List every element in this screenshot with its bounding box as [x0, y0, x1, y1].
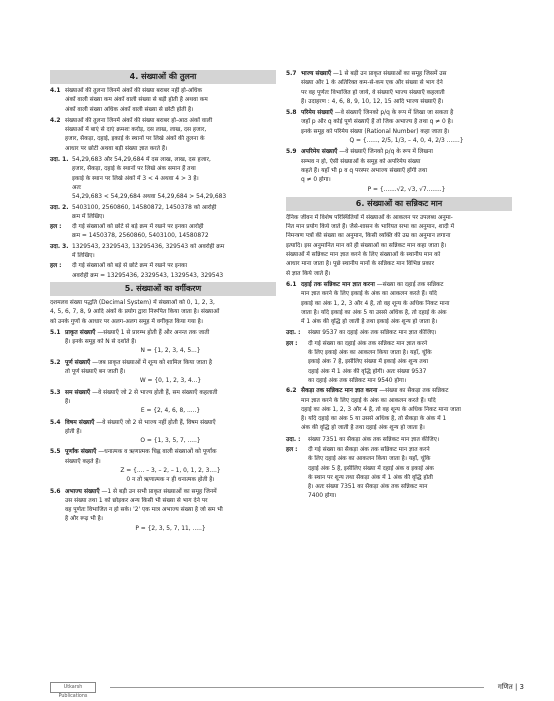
- text-line: संख्याएँ कहते हैं।: [65, 458, 101, 465]
- text-line: इकाई का अंक 1, 2, 3 और 4 है, तो वह शून्य के अधिक निकट माना: [301, 300, 450, 307]
- text-line: दैनिक जीवन में विशेष परिस्थितियों में संख्याओं के आकलन पर उपलब्ध अनुमा-: [286, 214, 453, 221]
- text-line: —वे संख्याएँ जो 2 से भाज्य होती हैं, सम संख्याएँ कहलाती: [92, 389, 218, 396]
- text-line: आधार पर छोटी अथवा बड़ी संख्या ज्ञात करते हैं।: [65, 145, 168, 152]
- solution-1: हल : दी गई संख्याओं को छोटे से बड़े क्रम में रखने पर इनका आरोही क्रम = 1450378, 2560860, 5403100, 14580872: [50, 223, 276, 242]
- text-line: है। अतः संख्या 7351 का सैकड़ा अंक तक सन्निकट मान: [308, 484, 428, 491]
- text-line: दी गई संख्या का सैकड़ा अंक तक सन्निकट मान ज्ञात करने: [308, 446, 430, 453]
- section-heading-classification: 5. संख्याओं का वर्गीकरण: [50, 282, 276, 296]
- text-line: हजार, सैकड़ा, दहाई, इकाई के स्थानों पर लिखे अंकों की तुलना के: [65, 136, 205, 143]
- example-3: उदा. 3. 1329543, 2329543, 13295436, 329543 को अवरोही क्रम में लिखिए।: [50, 243, 276, 262]
- solution-2: हल : दी गई संख्याओं को बड़े से छोटे क्रम में रखने पर इनका अवरोही क्रम = 13295436, 2329543, 1329543, 329543: [50, 262, 276, 281]
- text-line: आधार माना जाता है। पूछे स्थानीय मानों के सन्निकट मान विभिन्न प्रकार: [286, 261, 434, 268]
- text-line: दहाई अंक में 1 अंक की वृद्धि होगी। अतः संख्या 9537: [308, 368, 427, 375]
- text-line: के लिए इकाई अंक का आकलन किया जाता है। यहाँ, चूंकि: [308, 350, 432, 357]
- text-line: क्रम = 1450378, 2560860, 5403100, 14580872: [72, 233, 209, 240]
- odd-set: O = {1, 3, 5, 7, .....}: [140, 438, 201, 445]
- left-column: [50, 70, 276, 536]
- text-line: है और रूढ़ भी है।: [65, 516, 103, 523]
- text-line: अंक की वृद्धि हो जाती है तथा दहाई अंक शून्य हो जाता है।: [301, 425, 425, 432]
- text-line: संख्या 7351 का सैकड़ा अंक तक सन्निकट मान ज्ञात कीजिए।: [308, 436, 440, 443]
- solution-6-1: हल : दी गई संख्या का दहाई अंक तक सन्निकट मान ज्ञात करने के लिए इकाई अंक का आकलन किया जाता है। यहाँ, चूंकि इकाई अंक 7 है, इसीलिए संख्या में इकाई अंक शून्य तथा दहाई अंक में 1 अंक की वृद्धि होगी। अतः संख्या 9537 का दहाई अंक तक सन्निकट मान 9540 होगा।: [286, 340, 512, 386]
- text-line: 7400 होगा।: [308, 493, 337, 500]
- text-line: —जब प्राकृत संख्याओं में शून्य को शामिल किया जाता है: [92, 359, 213, 366]
- text-line: —धनात्मक व ऋणात्मक चिह्न वाली संख्याओं को पूर्णांक: [98, 449, 217, 456]
- page-footer: [50, 680, 524, 699]
- text-line: जाता है। यदि इकाई का अंक 5 या उससे अधिक है, तो दहाई के अंक: [301, 309, 447, 316]
- right-column: [286, 70, 512, 503]
- text-line: मान ज्ञात करने के लिए इकाई के अंक का आकलन करते हैं। यदि: [301, 291, 437, 298]
- approximation-intro: [286, 214, 512, 279]
- text-line: —वे संख्याएँ जिनको p/q के रूप में लिखना: [339, 149, 433, 156]
- text-line: —संख्या का सैकड़ा तक सन्निकट: [379, 388, 449, 395]
- text-line: संख्या 9537 का दहाई अंक तक सन्निकट मान ज्ञात कीजिए।: [308, 330, 437, 337]
- example-6-2: उदा. : संख्या 7351 का सैकड़ा अंक तक सन्निकट मान ज्ञात कीजिए।: [286, 436, 512, 445]
- text-line: जहाँ p और q कोई पूर्ण संख्याएँ हैं तो जिक अभाज्य है तथा q ≠ 0 है।: [301, 119, 454, 126]
- text-line: संख्याओं में सन्निकट मान ज्ञात करने के लिए संख्याओं के स्थानीय मान को: [286, 252, 441, 259]
- text-line: इनके समूह को परिमेय संख्या (Rational Number) कहा जाता है।: [301, 128, 450, 135]
- example-6-1: उदा. : संख्या 9537 का दहाई अंक तक सन्निकट मान ज्ञात कीजिए।: [286, 329, 512, 338]
- text-line: दहाई का अंक 1, 2, 3 और 4 है, तो वह शून्य के अधिक निकट माना जाता: [301, 406, 461, 413]
- point-4-2: 4.2 संख्याओं की तुलना जिनमें अंकों की संख्या बराबर हो-आठ अंकों वाली संख्याओं में बाएं से दाएं क्रमशः करोड़, दस लाख, लाख, दस हजार, हजार, सैकड़ा, दहाई, इकाई के स्थानों पर लिखे अंकों की तुलना के आधार पर छोटी अथवा बड़ी संख्या ज्ञात करते हैं।: [50, 117, 276, 154]
- text-line: 1329543, 2329543, 13295436, 329543 को अवरोही क्रम: [72, 243, 225, 250]
- text-line: दशमलव संख्या पद्धति (Decimal System) में संख्याओं को 0, 1, 2, 3,: [50, 299, 215, 306]
- point-5-4: 5.4 विषम संख्याएँ —वे संख्याएँ जो 2 से भाज्य नहीं होती हैं, विषम संख्याएँ होती हैं। O = {1, 3, 5, 7, .....}: [50, 419, 276, 447]
- text-line: 54,29,683 और 54,29,684 में दस लाख, लाख, दस हजार,: [72, 157, 211, 164]
- page-body: [50, 70, 524, 666]
- text-line: q ≠ 0 होगा।: [301, 177, 331, 184]
- text-line: अंकों वाली संख्या कम अंकों वाली संख्या से बड़ी होती है अथवा कम: [65, 97, 208, 104]
- point-5-5: 5.5 पूर्णांक संख्याएँ —धनात्मक व ऋणात्मक चिह्न वाली संख्याओं को पूर्णांक संख्याएँ कहते हैं। Z = {.... – 3, – 2, – 1, 0, 1, 2, 3....} 0 न तो ऋणात्मक न ही धनात्मक होती है।: [50, 448, 276, 485]
- text-line: मान ज्ञात करने के लिए दहाई के अंक का आकलन करते हैं। यदि: [301, 397, 436, 404]
- page-number: गणित | 3: [497, 683, 524, 691]
- whole-set: W = {0, 1, 2, 3, 4...}: [139, 378, 202, 385]
- even-set: E = {2, 4, 6, 8, .....}: [140, 408, 201, 415]
- text-line: होती हैं।: [65, 428, 82, 435]
- text-line: से ज्ञात किये जाते हैं।: [286, 270, 331, 277]
- text-line: में 1 अंक की वृद्धि हो जाती है तथा इकाई अंक शून्य हो जाता है।: [301, 319, 438, 326]
- text-line: हैं। उदाहरण : 4, 6, 8, 9, 10, 12, 15 आदि भाज्य संख्याएँ हैं।: [301, 98, 444, 105]
- publisher-logo: Utkarsh Publications: [50, 682, 96, 693]
- text-line: सम्भव न हो, ऐसी संख्याओं के समूह को अपरिमेय संख्या: [301, 158, 421, 165]
- text-line: इत्यादि। इस अनुमानित मान को ही संख्याओं का सन्निकट मान कहा जाता है।: [286, 242, 447, 249]
- point-6-1: 6.1 दहाई तक सन्निकट मान ज्ञात करना —संख्या का दहाई तक सन्निकट मान ज्ञात करने के लिए इकाई के अंक का आकलन करते हैं। यदि इकाई का अंक 1, 2, 3 और 4 है, तो वह शून्य के अधिक निकट माना जाता है। यदि इकाई का अंक 5 या उससे अधिक है, तो दहाई के अंक में 1 अंक की वृद्धि हो जाती है तथा इकाई अंक शून्य हो जाता है।: [286, 281, 512, 327]
- text-line: 5403100, 2560860, 14580872, 1450378 को आरोही: [72, 204, 217, 211]
- point-5-3: 5.3 सम संख्याएँ —वे संख्याएँ जो 2 से भाज्य होती हैं, सम संख्याएँ कहलाती हैं। E = {2, 4, 6, 8, .....}: [50, 389, 276, 417]
- text-line: निमन्त्रण पत्रों की संख्या का अनुमान, किसी व्यक्ति की उम्र का अनुमान लगाना: [286, 233, 451, 240]
- natural-set: N = {1, 2, 3, 4, 5...}: [140, 348, 201, 355]
- section-heading-comparison: 4. संख्याओं की तुलना: [50, 70, 276, 84]
- text-line: हैं। इनके समूह को N से दर्शाते हैं।: [65, 339, 137, 346]
- point-5-9: 5.9 अपरिमेय संख्याएँ —वे संख्याएँ जिनको p/q के रूप में लिखना सम्भव न हो, ऐसी संख्याओं के समूह को अपरिमेय संख्या कहते हैं। यहाँ भी p व q परस्पर अभाज्य संख्याएँ होंगी तथा q ≠ 0 होगा। P = {.......√2, √3, √7........}: [286, 148, 512, 194]
- text-line: संख्याओं की तुलना जिनमें अंकों की संख्या बराबर नहीं हो-अधिक: [65, 88, 203, 94]
- text-line: —1 से बड़ी उन प्राकृत संख्याओं का समूह जिसमें उस: [333, 71, 447, 77]
- text-line: नित मान प्रयोग किये जाते हैं। जैसे-शासन के भारियत सभा का अनुमान, शादी में: [286, 224, 455, 231]
- text-line: उस संख्या तथा 1 को छोड़कर अन्य किसी भी संख्या से भाग देने पर: [65, 497, 208, 504]
- solution-6-2: हल : दी गई संख्या का सैकड़ा अंक तक सन्निकट मान ज्ञात करने के लिए दहाई अंक का आकलन किया जाता है। यहाँ, चूंकि दहाई अंक 5 है, इसीलिए संख्या में दहाई अंक व इकाई अंक के स्थान पर शून्य तथा सैकड़ा अंक में 1 अंक की वृद्धि होती है। अतः संख्या 7351 का सैकड़ा अंक तक सन्निकट मान 7400 होगा।: [286, 446, 512, 502]
- text-line: दी गई संख्याओं को बड़े से छोटे क्रम में रखने पर इनका: [72, 263, 188, 270]
- text-line: कहते हैं। यहाँ भी p व q परस्पर अभाज्य संख्याएँ होंगी तथा: [301, 167, 427, 174]
- text-line: दी गई संख्या का दहाई अंक तक सन्निकट मान ज्ञात करने: [308, 340, 428, 347]
- text-line: 54,29,683 < 54,29,684 अथवा 54,29,684 > 54,29,683: [72, 194, 227, 201]
- text-line: पर वह पूर्णतः विभाजित हो जाये, वे संख्याएँ भाज्य संख्याएँ कहलाती: [301, 89, 445, 96]
- point-5-7: 5.7 भाज्य संख्याएँ —1 से बड़ी उन प्राकृत संख्याओं का समूह जिसमें उस संख्या और 1 के अतिरिक्त कम-से-कम एक और संख्या से भाग देने पर वह पूर्णतः विभाजित हो जाये, वे संख्याएँ भाज्य संख्याएँ कहलाती हैं। उदाहरण : 4, 6, 8, 9, 10, 12, 15 आदि भाज्य संख्याएँ हैं।: [286, 70, 512, 107]
- text-line: इकाई के स्थान पर लिखे अंकों में 3 < 4 अथवा 4 > 3 है।: [72, 175, 199, 182]
- text-line: हैं।: [65, 398, 71, 405]
- text-line: का दहाई अंक तक सन्निकट मान 9540 होगा।: [308, 377, 407, 384]
- classification-intro: [50, 299, 276, 327]
- text-line: संख्याओं में बाएं से दाएं क्रमशः करोड़, दस लाख, लाख, दस हजार,: [65, 127, 207, 134]
- text-line: में लिखिए।: [72, 253, 95, 260]
- text-line: —संख्या का दहाई तक सन्निकट: [376, 281, 444, 288]
- point-5-2: 5.2 पूर्ण संख्याएँ —जब प्राकृत संख्याओं में शून्य को शामिल किया जाता है तो पूर्ण संख्याएँ बन जाती हैं। W = {0, 1, 2, 3, 4...}: [50, 359, 276, 387]
- text-line: दहाई अंक 5 है, इसीलिए संख्या में दहाई अंक व इकाई अंक: [308, 465, 434, 472]
- text-line: —वे संख्याएँ जिनको p/q के रूप में लिखा जा सकता है: [334, 110, 454, 117]
- footer-rule: [110, 687, 484, 688]
- text-line: क्रम में लिखिए।: [72, 213, 105, 220]
- text-line: संख्या और 1 के अतिरिक्त कम-से-कम एक और संख्या से भाग देने: [301, 80, 443, 87]
- example-1: उदा. 1. 54,29,683 और 54,29,684 में दस लाख, लाख, दस हजार, हजार, सैकड़ा, दहाई के स्थानों पर लिखे अंक समान हैं तथा इकाई के स्थान पर लिखे अंकों में 3 < 4 अथवा 4 > 3 है। अतः 54,29,683 < 54,29,684 अथवा 54,29,684 > 54,29,683: [50, 156, 276, 202]
- prime-set: P = {2, 3, 5, 7, 11, .....}: [135, 525, 206, 532]
- point-5-1: 5.1 प्राकृत संख्याएँ —संख्याएँ 1 से प्रारम्भ होती हैं और अनन्त तक जाती हैं। इनके समूह को N से दर्शाते हैं। N = {1, 2, 3, 4, 5...}: [50, 329, 276, 357]
- text-line: को उनके गुणों के आधार पर अलग-अलग समूह में वर्गीकृत किया गया है।: [50, 318, 204, 325]
- text-line: अवरोही क्रम = 13295436, 2329543, 1329543, 329543: [72, 272, 224, 279]
- point-4-1: 4.1 संख्याओं की तुलना जिनमें अंकों की संख्या बराबर नहीं हो-अधिक अंकों वाली संख्या कम अंकों वाली संख्या से बड़ी होती है अथवा कम अंकों वाली संख्या अधिक अंकों वाली संख्या से छोटी होती है।: [50, 87, 276, 115]
- text-line: वह पूर्णतः विभाजित न हो सके। '2' एक मात्र अभाज्य संख्या है जो सम भी: [65, 507, 223, 514]
- text-line: अतः: [72, 184, 82, 191]
- point-5-6: 5.6 अभाज्य संख्याएँ —1 से बड़ी उन सभी प्राकृत संख्याओं का समूह जिनमें उस संख्या तथा 1 को छोड़कर अन्य किसी भी संख्या से भाग देने पर वह पूर्णतः विभाजित न हो सके। '2' एक मात्र अभाज्य संख्या है जो सम भी है और रूढ़ भी है। P = {2, 3, 5, 7, 11, .....}: [50, 488, 276, 534]
- text-line: संख्याओं की तुलना जिनमें अंकों की संख्या बराबर हो-आठ अंकों वाली: [65, 117, 213, 124]
- text-line: —संख्याएँ 1 से प्रारम्भ होती हैं और अनन्त तक जाती: [97, 329, 210, 336]
- example-2: उदा. 2. 5403100, 2560860, 14580872, 1450378 को आरोही क्रम में लिखिए।: [50, 204, 276, 223]
- text-line: तो पूर्ण संख्याएँ बन जाती हैं।: [65, 369, 126, 376]
- text-line: के लिए दहाई अंक का आकलन किया जाता है। यहाँ, चूंकि: [308, 456, 431, 463]
- text-line: इकाई अंक 7 है, इसीलिए संख्या में इकाई अंक शून्य तथा: [308, 359, 429, 366]
- irrational-set: P = {.......√2, √3, √7........}: [367, 186, 446, 193]
- text-line: हजार, सैकड़ा, दहाई के स्थानों पर लिखे अंक समान हैं तथा: [72, 166, 196, 173]
- point-6-2: 6.2 सैकड़ा तक सन्निकट मान ज्ञात करना —संख्या का सैकड़ा तक सन्निकट मान ज्ञात करने के लिए दहाई के अंक का आकलन करते हैं। यदि दहाई का अंक 1, 2, 3 और 4 है, तो वह शून्य के अधिक निकट माना जाता है। यदि दहाई का अंक 5 या उससे अधिक है, तो सैकड़ा के अंक में 1 अंक की वृद्धि हो जाती है तथा दहाई अंक शून्य हो जाता है।: [286, 387, 512, 433]
- section-heading-approximation: 6. संख्याओं का सन्निकट मान: [286, 197, 512, 211]
- text-line: है। यदि दहाई का अंक 5 या उससे अधिक है, तो सैकड़ा के अंक में 1: [301, 416, 447, 423]
- zero-note: 0 न तो ऋणात्मक न ही धनात्मक होती है।: [126, 477, 215, 484]
- text-line: —वे संख्याएँ जो 2 से भाज्य नहीं होती हैं, विषम संख्याएँ: [96, 419, 216, 426]
- point-5-8: 5.8 परिमेय संख्याएँ —वे संख्याएँ जिनको p/q के रूप में लिखा जा सकता है जहाँ p और q कोई पूर्ण संख्याएँ हैं तो जिक अभाज्य है तथा q ≠ 0 है। इनके समूह को परिमेय संख्या (Rational Number) कहा जाता है। Q = {......, 2/5, 1/3, – 4, 0, 4, 2/3 .......}: [286, 109, 512, 146]
- text-line: के स्थान पर शून्य तथा सैकड़ा अंक में 1 अंक की वृद्धि होती: [308, 474, 433, 481]
- integer-set: Z = {.... – 3, – 2, – 1, 0, 1, 2, 3....}: [120, 467, 221, 474]
- text-line: —1 से बड़ी उन सभी प्राकृत संख्याओं का समूह जिनमें: [101, 488, 217, 495]
- text-line: अंकों वाली संख्या अधिक अंकों वाली संख्या से छोटी होती है।: [65, 106, 194, 113]
- text-line: दी गई संख्याओं को छोटे से बड़े क्रम में रखने पर इनका आरोही: [72, 224, 204, 231]
- text-line: 4, 5, 6, 7, 8, 9 आदि अंकों के प्रयोग द्वारा निरूपित किया जाता है। संख्याओं: [50, 309, 220, 316]
- rational-set: Q = {......, 2/5, 1/3, – 4, 0, 4, 2/3 .......}: [349, 138, 464, 145]
